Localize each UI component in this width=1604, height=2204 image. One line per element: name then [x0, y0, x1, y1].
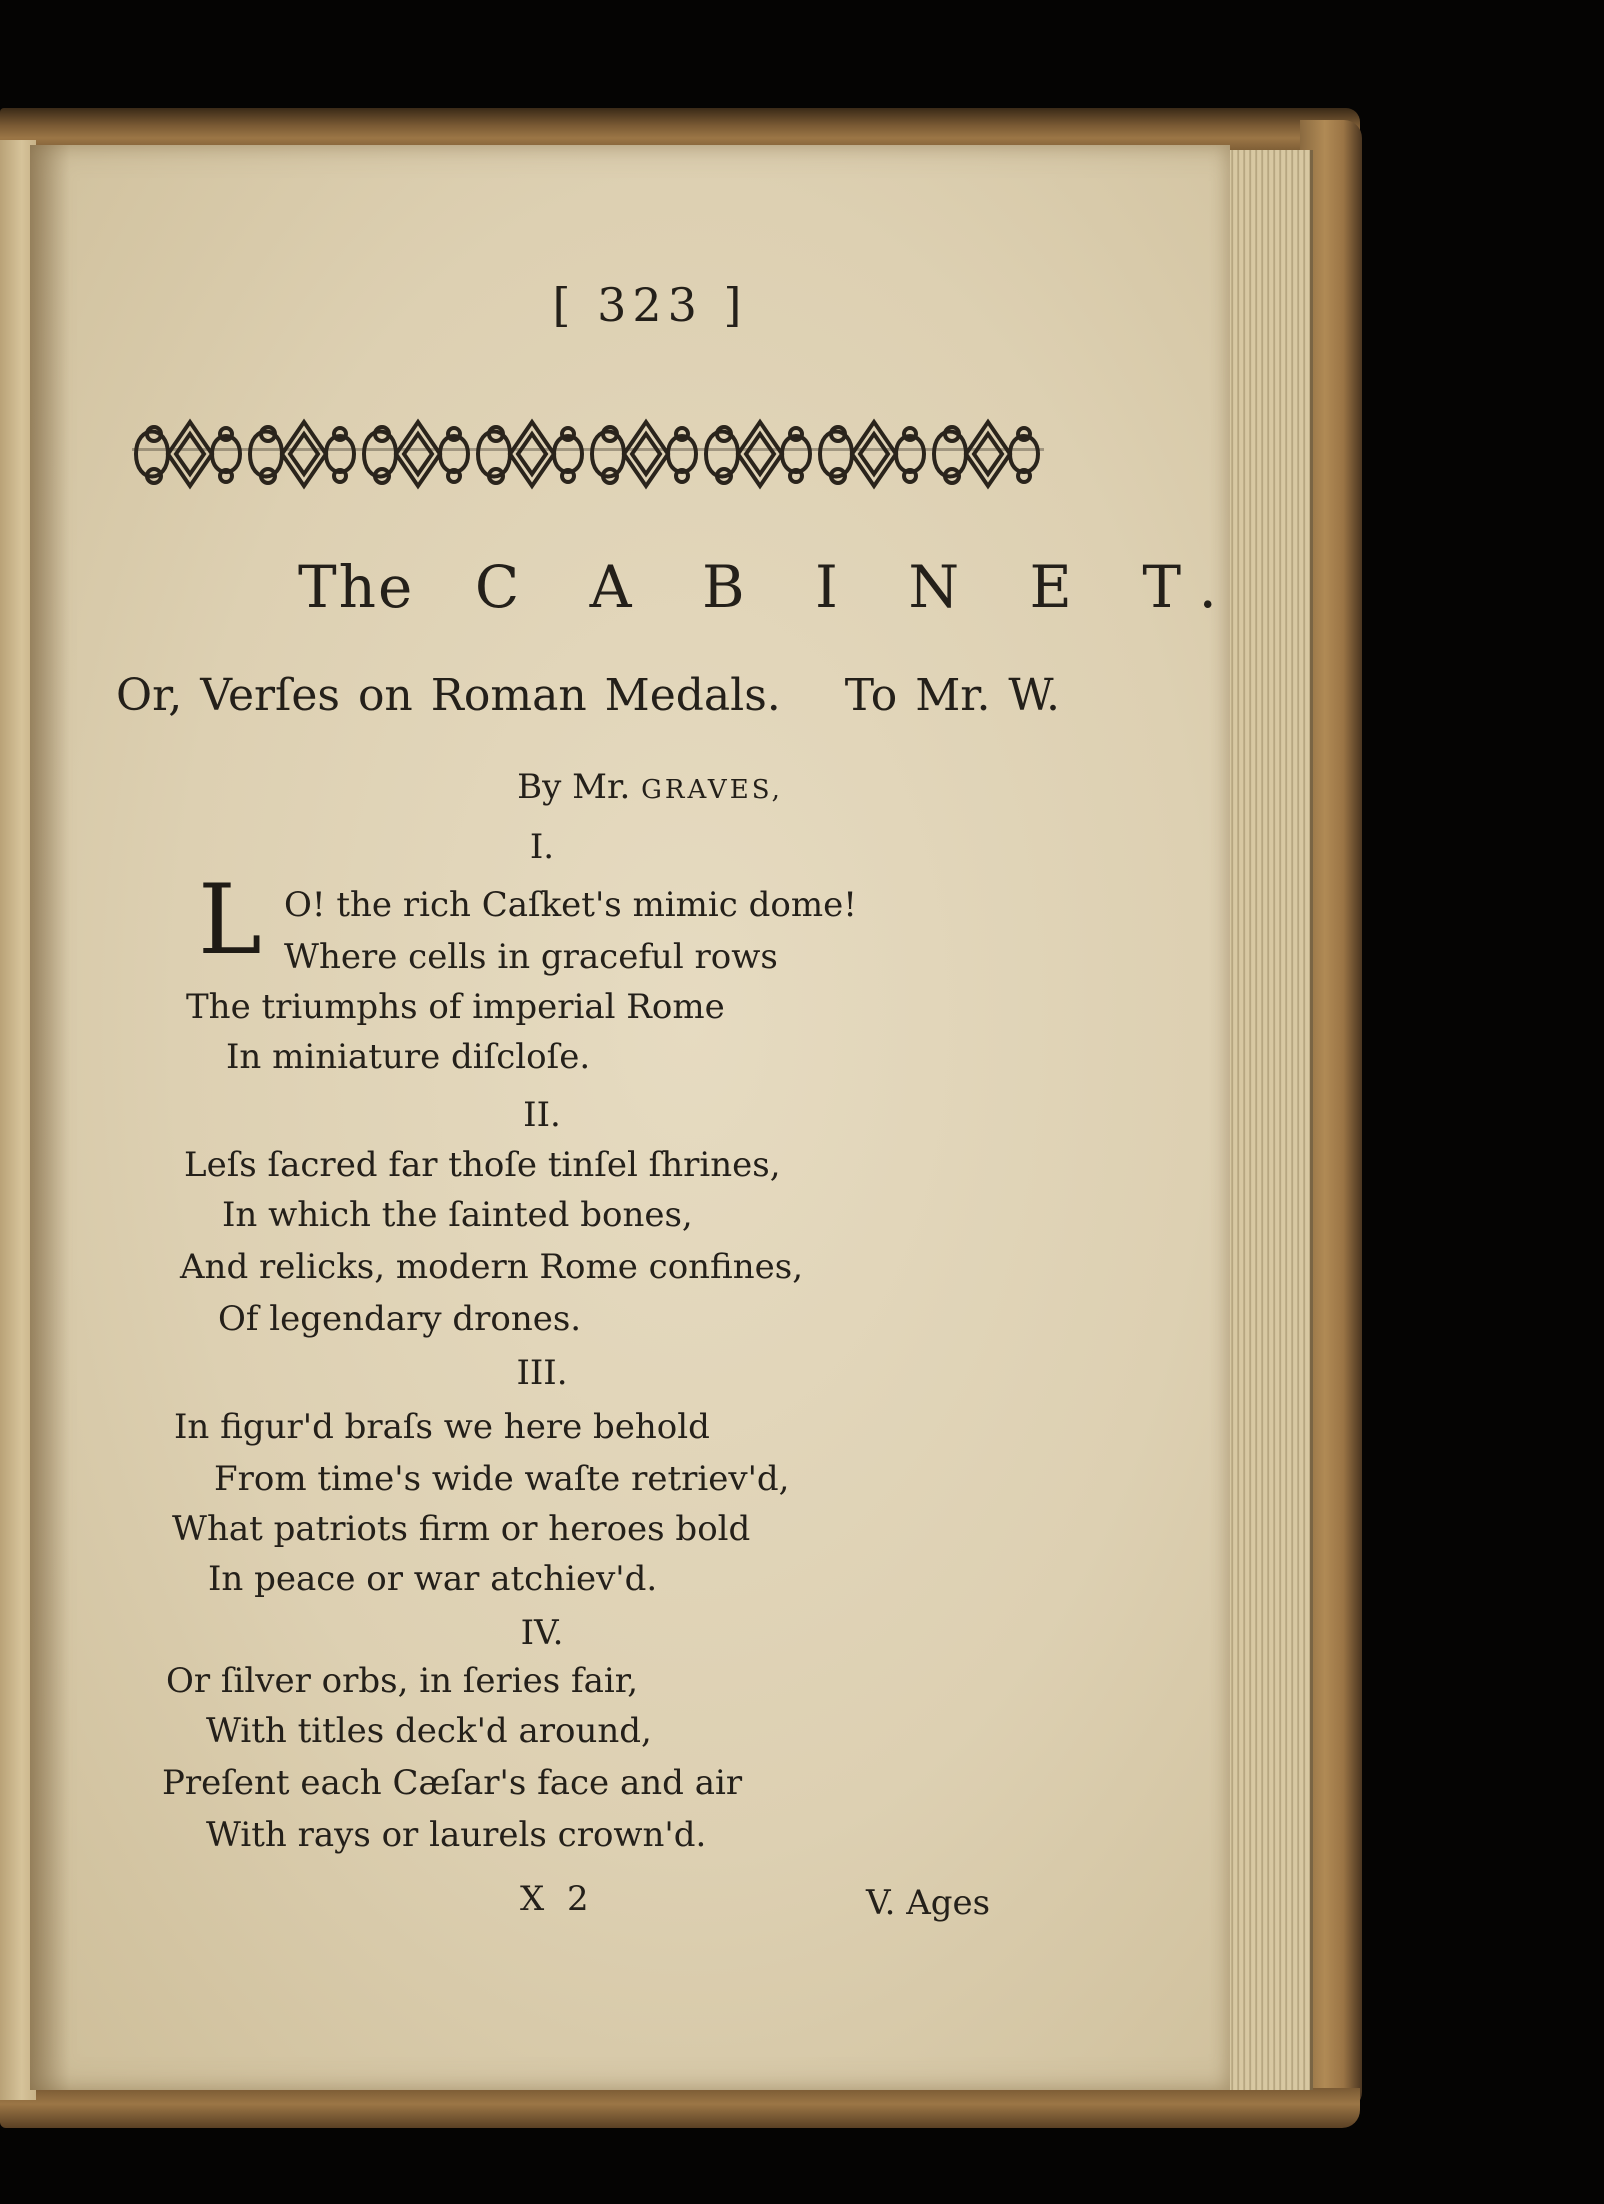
subtitle-main: Or, Verſes on Roman Medals. — [116, 670, 781, 721]
verse-line: Leſs ſacred far thoſe tinſel ſhrines, — [184, 1145, 781, 1185]
headpiece-ornament — [128, 404, 1048, 504]
stanza-number: I. — [529, 827, 555, 867]
signature-mark: X 2 — [520, 1879, 595, 1919]
author-prefix: By Mr. — [517, 767, 631, 807]
verse-line: O! the rich Caſket's mimic dome! — [284, 885, 857, 925]
binding-bottom-edge — [0, 2088, 1360, 2128]
verse-line: In figur'd braſs we here behold — [174, 1407, 710, 1447]
verse-line: In which the ſainted bones, — [222, 1195, 693, 1235]
author-line — [0, 767, 1300, 807]
verse-line: The triumphs of imperial Rome — [186, 987, 725, 1027]
verse-line: And relicks, modern Rome confines, — [180, 1247, 804, 1287]
verse-line: With rays or laurels crown'd. — [206, 1815, 707, 1855]
page-number: [ 323 ] — [552, 278, 748, 332]
title-word-the: The — [298, 553, 415, 621]
stanza-number: III. — [516, 1353, 568, 1393]
catchword: V. Ages — [866, 1883, 991, 1923]
verse-line: Or ſilver orbs, in ſeries fair, — [166, 1661, 639, 1701]
stanza-number: II. — [523, 1095, 561, 1135]
verse-line: What patriots firm or heroes bold — [172, 1509, 751, 1549]
verse-line: Of legendary drones. — [218, 1299, 582, 1339]
verse-line: With titles deck'd around, — [206, 1711, 652, 1751]
title-word-cabinet: C A B I N E T. — [474, 553, 1243, 621]
verse-line: Where cells in graceful rows — [284, 937, 778, 977]
page-block-edges — [1222, 150, 1313, 2090]
subtitle-dedication: To Mr. W. — [844, 670, 1060, 721]
verse-line: From time's wide waſte retriev'd, — [214, 1459, 790, 1499]
verse-line: In peace or war atchiev'd. — [208, 1559, 658, 1599]
poem-title — [298, 553, 1243, 621]
drop-cap: L — [198, 864, 262, 976]
verse-line: In miniature diſcloſe. — [226, 1037, 591, 1077]
verse-line: Preſent each Cæſar's face and air — [162, 1763, 743, 1803]
author-name: GRAVES, — [641, 775, 783, 805]
poem-subtitle — [116, 670, 1060, 721]
stanza-number: IV. — [520, 1613, 564, 1653]
